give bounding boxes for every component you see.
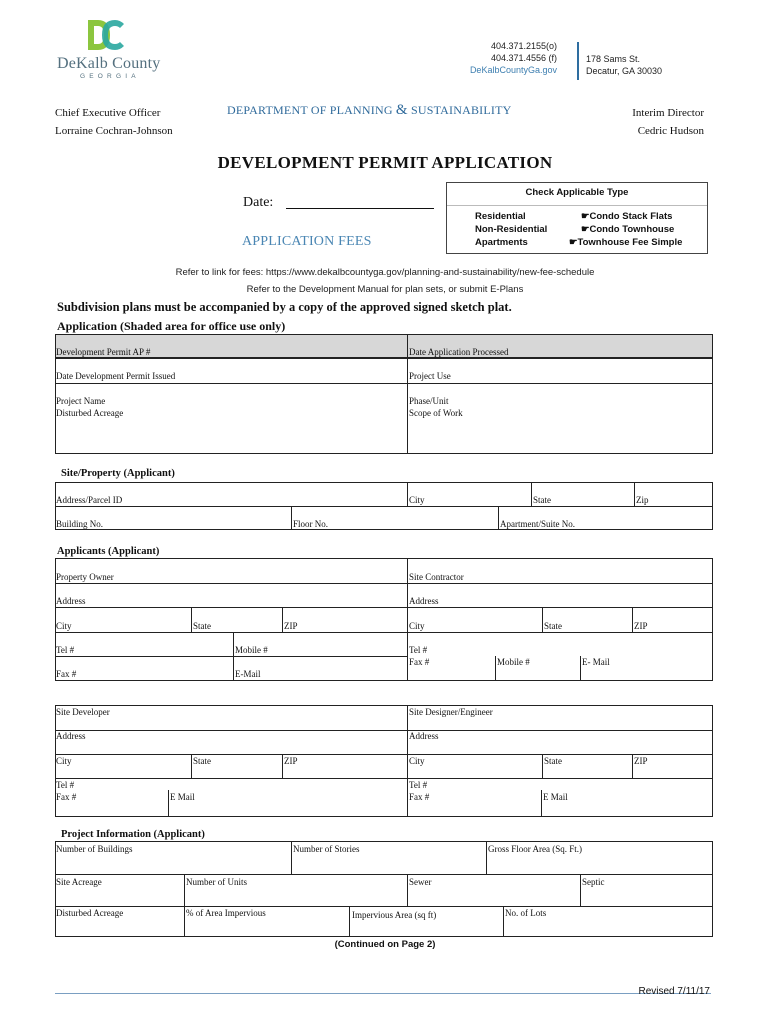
dept-title-part1: DEPARTMENT OF PLANNING [227,103,396,117]
developer-address-label[interactable]: Address [56,731,86,741]
apt-suite-label[interactable]: Apartment/Suite No. [500,519,575,529]
developer-row-line [55,754,713,755]
office-row-line [55,383,713,384]
num-stories-label[interactable]: Number of Stories [293,844,360,854]
developer-city-label[interactable]: City [56,756,72,766]
site-city-label[interactable]: City [409,495,425,505]
date-input-line[interactable] [286,208,434,209]
developer-col-line [282,754,283,778]
developer-divider [407,705,408,817]
contractor-mobile-label[interactable]: Mobile # [497,657,530,667]
ceo-title: Chief Executive Officer [55,107,161,119]
developer-col-line [168,790,169,817]
manual-note: Refer to the Development Manual for plan sets, or submit E-Plans [246,284,524,295]
type-residential[interactable]: Residential [475,211,526,222]
building-no-label[interactable]: Building No. [56,519,104,529]
logo-name: DeKalb County [57,55,161,72]
designer-state-label[interactable]: State [544,756,562,766]
site-col-line [407,482,408,506]
contractor-tel-label[interactable]: Tel # [409,645,428,655]
site-designer-label[interactable]: Site Designer/Engineer [409,707,493,717]
disturbed-acreage-label[interactable]: Disturbed Acreage [56,408,124,418]
site-zip-label[interactable]: Zip [636,495,649,505]
type-non-residential[interactable]: Non-Residential [475,224,548,235]
project-info-heading: Project Information (Applicant) [61,829,205,840]
director-title: Interim Director [632,107,704,119]
date-issued-label[interactable]: Date Development Permit Issued [56,371,176,381]
site-col-line [291,506,292,530]
address-line-2: Decatur, GA 30030 [586,66,663,76]
gross-floor-area-label[interactable]: Gross Floor Area (Sq. Ft.) [488,844,582,854]
num-buildings-label[interactable]: Number of Buildings [56,844,133,854]
type-condo-townhouse[interactable]: ☛Condo Townhouse [581,224,675,235]
dept-title-part2: SUSTAINABILITY [407,103,512,117]
developer-row-line [55,730,713,731]
address-parcel-label[interactable]: Address/Parcel ID [56,495,123,505]
application-fees-label: APPLICATION FEES [242,234,372,249]
site-property-heading: Site/Property (Applicant) [61,468,175,479]
applicants-row-line [55,656,407,657]
project-col-line [486,841,487,874]
project-col-line [407,874,408,906]
site-contractor-label[interactable]: Site Contractor [409,572,464,582]
septic-label[interactable]: Septic [582,877,605,887]
designer-city-label[interactable]: City [409,756,425,766]
office-phone: 404.371.2155(o) [490,41,557,51]
floor-no-label[interactable]: Floor No. [293,519,329,529]
developer-zip-label[interactable]: ZIP [284,756,298,766]
pct-impervious-label[interactable]: % of Area Impervious [186,908,266,918]
project-col-line [349,906,350,937]
site-col-line [531,482,532,506]
logo-subtitle: GEORGIA [80,73,140,80]
owner-tel-label[interactable]: Tel # [56,645,75,655]
website-link[interactable]: DeKalbCountyGa.gov [469,65,557,75]
developer-col-line [191,754,192,778]
designer-email-label[interactable]: E Mail [543,792,568,802]
applicants-col-line [542,607,543,632]
application-heading: Application (Shaded area for office use only) [57,319,286,333]
header-divider [577,42,579,80]
project-info-table [55,841,713,937]
developer-col-line [541,790,542,817]
form-title: DEVELOPMENT PERMIT APPLICATION [217,153,553,172]
designer-zip-label[interactable]: ZIP [634,756,648,766]
type-apartments[interactable]: Apartments [475,237,528,248]
applicants-row-line [55,607,713,608]
applicants-row-line [55,583,713,584]
project-col-line [184,874,185,937]
site-row-line [55,506,713,507]
contact-phones [470,40,557,76]
project-use-label[interactable]: Project Use [409,371,451,381]
footer-rule [55,993,711,994]
project-name-label[interactable]: Project Name [56,396,106,406]
applicants-col-line [632,607,633,632]
site-col-line [498,506,499,530]
owner-mobile-label[interactable]: Mobile # [235,645,268,655]
office-table-divider [407,334,408,454]
site-state-label[interactable]: State [533,495,551,505]
designer-address-label[interactable]: Address [409,731,439,741]
property-owner-label[interactable]: Property Owner [56,572,114,582]
sewer-label[interactable]: Sewer [409,877,432,887]
num-units-label[interactable]: Number of Units [186,877,247,887]
fax-phone: 404.371.4556 (f) [490,53,557,63]
applicants-table-1 [55,558,713,681]
developer-state-label[interactable]: State [193,756,211,766]
owner-address-label[interactable]: Address [56,596,86,606]
project-row-line [55,874,713,875]
contractor-fax-label[interactable]: Fax # [409,657,430,667]
project-col-line [503,906,504,937]
developer-col-line [542,754,543,778]
developer-fax-label[interactable]: Fax # [56,792,77,802]
impervious-area-label[interactable]: Impervious Area (sq ft) [352,910,437,920]
subdivision-note: Subdivision plans must be accompanied by a copy of the approved signed sketch plat. [57,300,512,314]
applicants-heading: Applicants (Applicant) [57,546,160,557]
applicants-table-2 [55,705,713,817]
contractor-city-label[interactable]: City [409,621,425,631]
office-address [586,53,662,77]
project-disturbed-acreage-label[interactable]: Disturbed Acreage [56,908,124,918]
site-col-line [634,482,635,506]
contractor-email-label[interactable]: E- Mail [582,657,610,667]
phase-unit-label[interactable]: Phase/Unit [409,396,449,406]
applicants-col-line [495,656,496,681]
developer-col-line [632,754,633,778]
num-lots-label[interactable]: No. of Lots [505,908,547,918]
applicants-divider [407,558,408,681]
applicants-col-line [191,607,192,632]
site-developer-label[interactable]: Site Developer [56,707,110,717]
contractor-state-label[interactable]: State [544,621,562,631]
contractor-zip-label[interactable]: ZIP [634,621,648,631]
owner-state-label[interactable]: State [193,621,211,631]
developer-email-label[interactable]: E Mail [170,792,195,802]
contractor-address-label[interactable]: Address [409,596,439,606]
applicants-col-line [233,632,234,681]
project-row-line [55,906,713,907]
dekalb-county-logo-icon [86,18,126,52]
dept-title-ampersand: & [395,102,408,118]
owner-zip-label[interactable]: ZIP [284,621,298,631]
date-processed-label[interactable]: Date Application Processed [409,347,509,357]
continued-note: (Continued on Page 2) [334,939,436,950]
applicants-row-line [55,632,713,633]
type-condo-stack-flats[interactable]: ☛Condo Stack Flats [581,211,673,222]
director-name: Cedric Hudson [637,125,704,137]
office-use-table [55,334,713,454]
ceo-name: Lorraine Cochran-Johnson [55,125,173,137]
developer-tel-label[interactable]: Tel # [56,780,75,790]
applicants-col-line [282,607,283,632]
type-townhouse-fee-simple[interactable]: ☛Townhouse Fee Simple [569,237,683,248]
developer-row-line [55,778,713,779]
applicable-type-box [446,182,708,254]
applicable-type-header: Check Applicable Type [447,183,707,206]
applicants-col-line [580,656,581,681]
scope-of-work-label[interactable]: Scope of Work [409,408,463,418]
designer-fax-label[interactable]: Fax # [409,792,430,802]
date-label: Date: [243,195,274,210]
owner-city-label[interactable]: City [56,621,72,631]
site-acreage-label[interactable]: Site Acreage [56,877,102,887]
owner-fax-label[interactable]: Fax # [56,669,77,679]
department-title [227,102,511,119]
project-col-line [580,874,581,906]
designer-tel-label[interactable]: Tel # [409,780,428,790]
office-row-line [55,358,713,359]
revision-date: Revised 7/11/17 [638,986,710,997]
owner-email-label[interactable]: E-Mail [235,669,261,679]
project-col-line [291,841,292,874]
fees-link-note: Refer to link for fees: https://www.dekalbcountyga.gov/planning-and-sustainability/new-fee-schedule [175,267,595,278]
address-line-1: 178 Sams St. [586,54,641,64]
permit-ap-label[interactable]: Development Permit AP # [56,347,151,357]
